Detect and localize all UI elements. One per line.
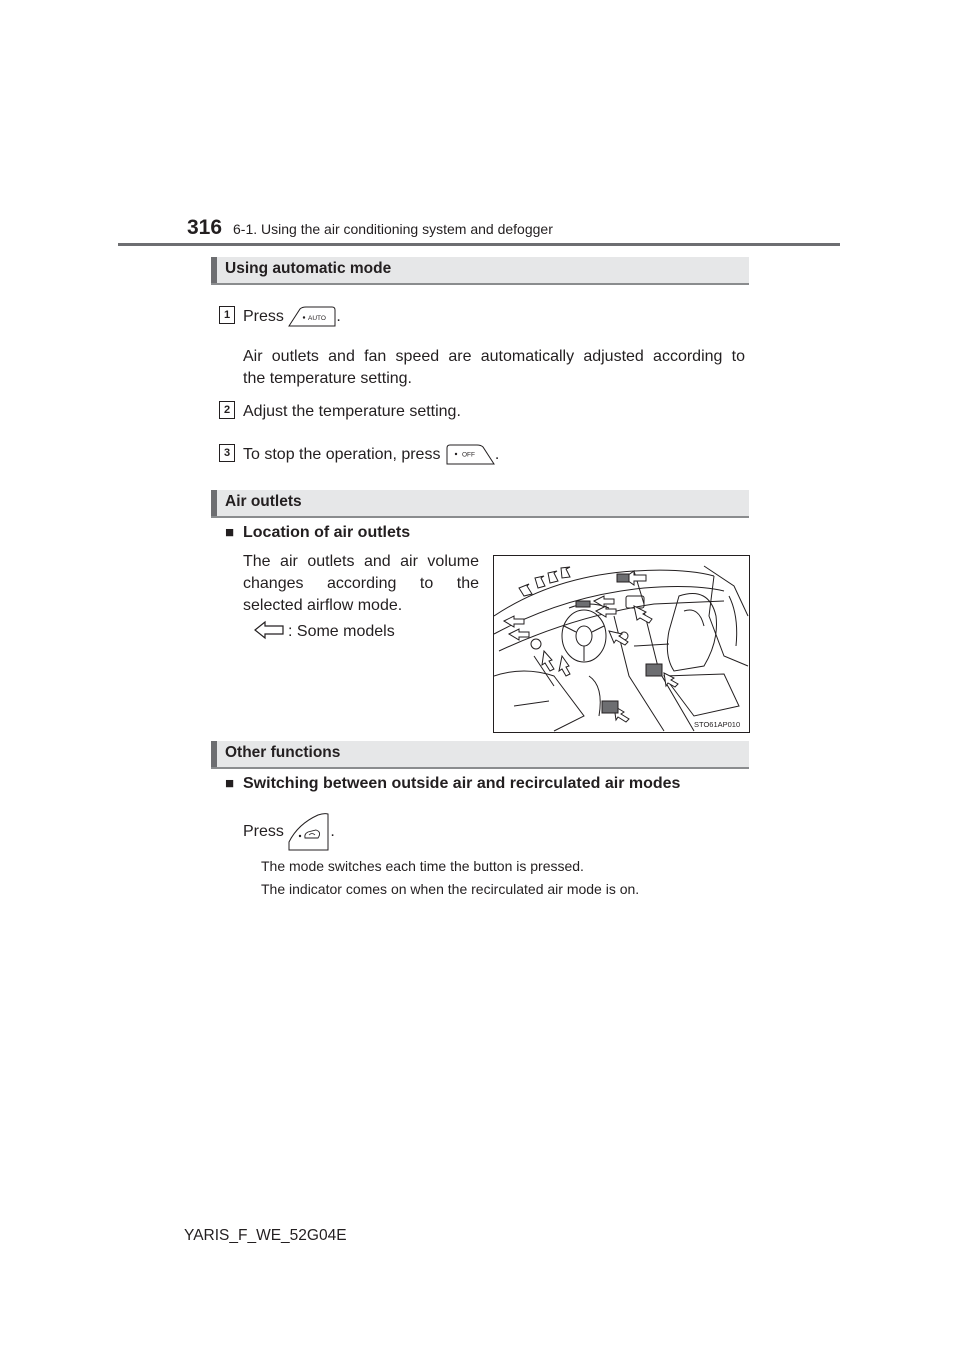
press-text: Press (243, 823, 284, 841)
section-header-bar (211, 741, 217, 767)
car-interior-illustration (494, 556, 749, 732)
step-number-3: 3 (219, 444, 235, 462)
header-divider (118, 243, 840, 246)
outlets-desc-line-2: changes according to the (243, 575, 479, 592)
step-number-1: 1 (219, 306, 235, 324)
off-button-label: OFF (461, 451, 475, 459)
figure-code: STO61AP010 (694, 720, 741, 729)
legend-text: : Some models (288, 623, 395, 640)
outlets-desc-line-3: selected airflow mode. (243, 597, 403, 614)
some-models-arrow-icon (253, 620, 285, 640)
step-2-text: Adjust the temperature setting. (243, 403, 461, 420)
recirculation-note-1: The mode switches each time the button is pressed. (261, 858, 584, 874)
step-number-2: 2 (219, 401, 235, 419)
document-code: YARIS_F_WE_52G04E (184, 1227, 347, 1244)
step-1-text: Press (243, 308, 284, 326)
step-1-line (243, 306, 341, 328)
page-number: 316 (187, 216, 223, 239)
period: . (336, 308, 341, 326)
square-bullet: ■ (225, 775, 235, 792)
step-3-text: To stop the operation, press (243, 446, 441, 464)
auto-button-label: AUTO (308, 315, 327, 322)
air-outlets-figure (493, 555, 750, 733)
section-title: Other functions (225, 744, 341, 761)
subsection-title: Switching between outside air and recirculated air modes (243, 775, 681, 792)
subsection-title: Location of air outlets (243, 524, 411, 541)
step-3-line (243, 444, 499, 466)
square-bullet: ■ (225, 524, 235, 541)
recirculation-note-2: The indicator comes on when the recirculated air mode is on. (261, 881, 640, 897)
recirculation-button-icon (288, 812, 330, 852)
section-title: Using automatic mode (225, 260, 392, 277)
section-header-automatic-mode (211, 257, 749, 285)
step-1-note-line-1: Air outlets and fan speed are automatically adjusted according to (243, 348, 745, 365)
section-header-other-functions (211, 741, 749, 769)
recirculation-press-line (243, 812, 335, 852)
period: . (330, 823, 335, 841)
chapter-title: 6-1. Using the air conditioning system and defogger (233, 221, 553, 237)
section-title: Air outlets (225, 493, 302, 510)
outlets-desc-line-1: The air outlets and air volume (243, 553, 479, 570)
period: . (494, 446, 500, 464)
section-header-bar (211, 257, 217, 283)
auto-button-icon (288, 306, 336, 328)
step-1-note-line-2: the temperature setting. (243, 370, 412, 387)
off-button-icon (445, 444, 495, 466)
section-header-air-outlets (211, 490, 749, 518)
section-header-bar (211, 490, 217, 516)
